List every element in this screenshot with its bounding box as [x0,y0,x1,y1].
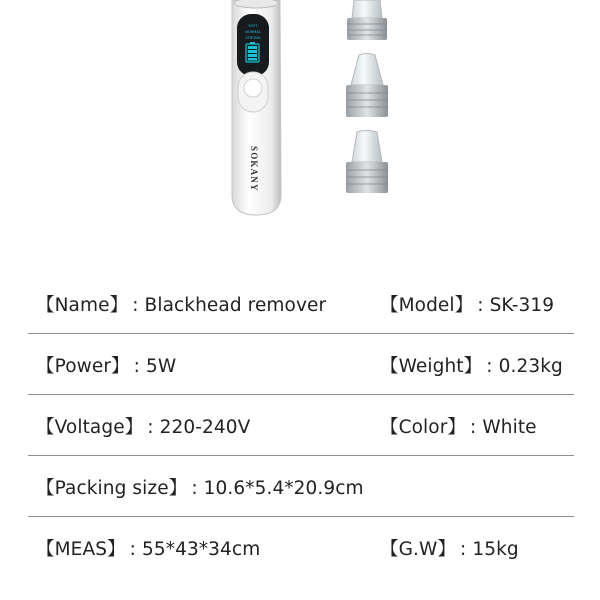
spec-row [28,517,574,577]
spec-label: 【G.W】 [380,539,457,560]
display-screen [237,14,269,76]
spec-row [28,334,574,395]
blackhead-remover-illustration [0,0,600,255]
power-button [238,72,268,112]
spec-label: 【Model】 [380,295,474,316]
spec-separator: : [129,539,136,560]
nozzle-tip-1 [347,0,387,40]
spec-separator: : [486,356,493,377]
brand-logo [249,146,259,192]
spec-label: 【Name】 [36,295,129,316]
spec-value: 55*43*34cm [142,539,261,560]
brand-text: SOKANY [249,146,259,192]
spec-value: 220-240V [159,417,251,438]
spec-row [28,273,574,334]
spec-value: Blackhead remover [144,295,327,316]
nozzle-tip-2 [346,54,388,118]
spec-label: 【MEAS】 [36,539,126,560]
screen-mode-normal: NORMAL [245,30,261,34]
nozzle-tip-3 [346,131,388,194]
spec-separator: : [470,417,477,438]
spec-label: 【Power】 [36,356,130,377]
spec-label: 【Weight】 [380,356,483,377]
spec-row [28,395,574,456]
spec-label: 【Color】 [380,417,467,438]
spec-separator: : [147,417,154,438]
spec-label: 【Voltage】 [36,417,144,438]
spec-separator: : [460,539,467,560]
spec-color [380,413,537,439]
spec-voltage [36,413,250,439]
spec-label: 【Packing size】 [36,478,188,499]
spec-value: 10.6*5.4*20.9cm [203,478,364,499]
spec-separator: : [132,295,139,316]
spec-row [28,456,574,517]
spec-table [28,273,574,577]
spec-separator: : [191,478,198,499]
spec-value: 5W [145,356,177,377]
spec-name [36,291,326,317]
product-image [0,0,600,255]
screen-mode-strong: STRONG [245,36,261,40]
spec-packing-size [36,474,364,500]
spec-value: 15kg [472,539,519,560]
spec-model [380,291,554,317]
spec-separator: : [133,356,140,377]
spec-separator: : [477,295,484,316]
spec-gross-weight [380,535,519,561]
spec-meas [36,535,260,561]
spec-value: SK-319 [489,295,555,316]
spec-value: White [482,417,537,438]
spec-value: 0.23kg [498,356,563,377]
screen-mode-soft: SOFT [248,24,258,28]
spec-weight [380,352,563,378]
spec-power [36,352,176,378]
